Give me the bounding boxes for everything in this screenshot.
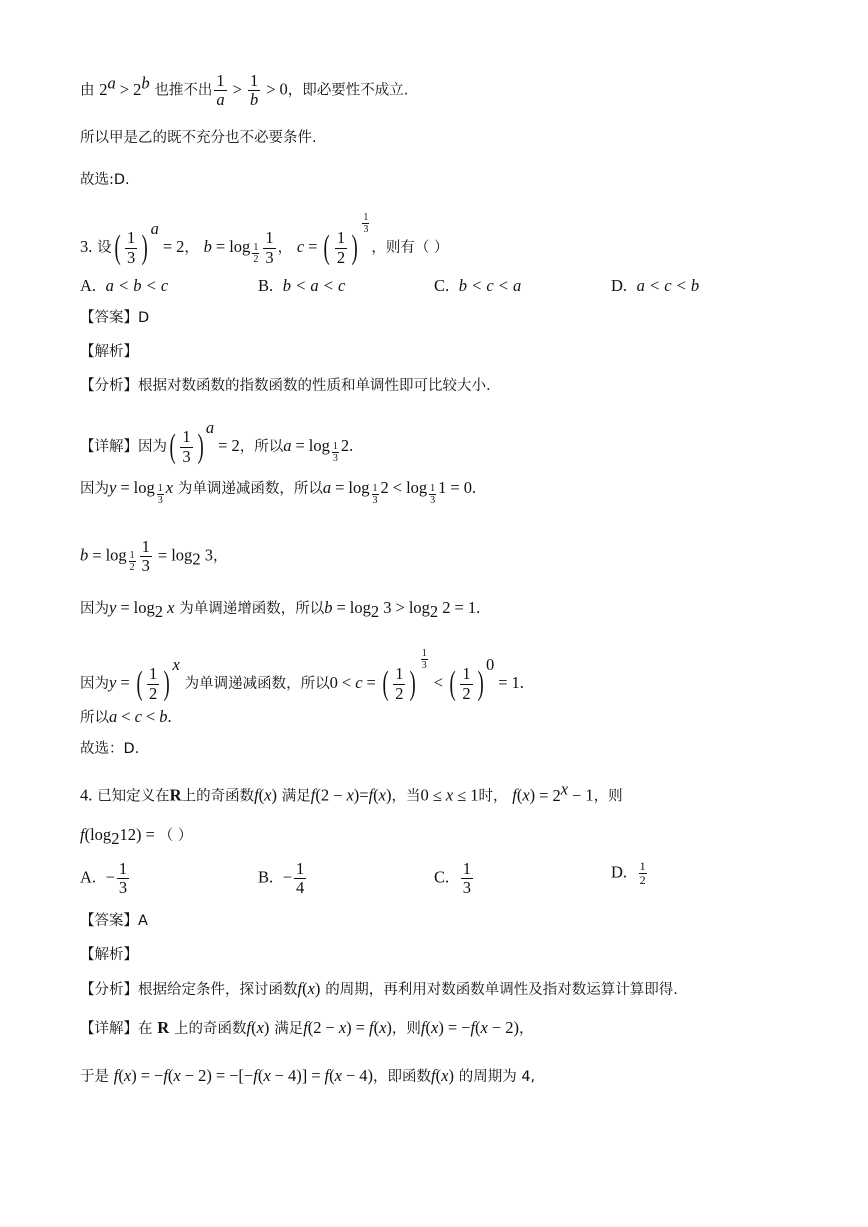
q3-answer: 【答案】D xyxy=(80,310,150,326)
fraction: $\frac{1}{a}$ xyxy=(216,71,225,110)
q3-stem: 3. 设( $\frac{1}{3}$ )$^a$= 2， b = log $_{\frac{1}{2}}$ $\frac{1}{3}$ ， c = ( $\frac{1}{2}$ ) $^{\frac{1}{3}}$ ，则有（ ） xyxy=(80,212,449,267)
option-d: D. a < c < b xyxy=(611,276,700,295)
q4-analysis-head: 【解析】 xyxy=(80,947,138,963)
option-a: A. a < b < c xyxy=(80,276,169,295)
option-a: A. − $\frac{1}{3}$ xyxy=(80,859,128,898)
prev-line-2: 所以甲是乙的既不充分也不必要条件. xyxy=(80,130,317,146)
q3-detail-4: 因为$y = \log_2 x$ 为单调递增函数，所以$b = \log_2 3 > \log_2 2 = 1$. xyxy=(80,598,481,621)
q4-fenxi: 【分析】根据给定条件，探讨函数f(x) 的周期，再利用对数函数单调性及指对数运算计算即得. xyxy=(80,979,678,998)
math-expr: 2$^a$ xyxy=(99,73,116,99)
option-b: B. b < a < c xyxy=(258,276,346,295)
q4-final: 于是 f(x) = −f(x − 2) = −[−f(x − 4)] = f(x − 4)，即函数f(x) 的周期为 4, xyxy=(80,1066,536,1085)
q4-stem-1: 4. 已知定义在R上的奇函数f(x) 满足f(2 − x)=f(x)，当0 ≤ x ≤ 1时， $f(x) = 2^x - 1$，则 xyxy=(80,779,623,805)
option-c: C. $\frac{1}{3}$ xyxy=(434,859,471,898)
prev-line-1: 由 $2^a > 2^b$ 也推不出 $\frac{1}{a}$ > $\frac{1}{b}$ > 0，即必要性不成立. xyxy=(80,71,409,110)
q3-conclusion: 所以a < c < b. xyxy=(80,707,172,726)
prev-line-3: 故选:D. xyxy=(80,172,130,188)
option-c: C. b < c < a xyxy=(434,276,522,295)
q3-analysis-head: 【解析】 xyxy=(80,344,138,360)
q3-detail-5: 因为y = ( $\frac{1}{2}$ )$^x$ 为单调递减函数，所以0 < c = ( $\frac{1}{2}$ ) $^{\frac{1}{3}}$ < ( $\frac{1}{2}$ )$^0$= 1. xyxy=(80,648,524,703)
option-b: B. − $\frac{1}{4}$ xyxy=(258,859,305,898)
q3-fenxi: 【分析】根据对数函数的指数函数的性质和单调性即可比较大小. xyxy=(80,378,491,394)
q3-detail-3: b = log $_{\frac{1}{2}}$ $\frac{1}{3}$ = $\log_2 3$， xyxy=(80,537,228,576)
option-d: D. $\frac{1}{2}$ xyxy=(611,859,646,888)
q4-stem-2: $f(\log_212)$ = （ ） xyxy=(80,825,193,848)
q4-detail-1: 【详解】在 R 上的奇函数f(x) 满足f(2 − x) = f(x)，则f(x) = −f(x − 2)， xyxy=(80,1018,534,1037)
q4-answer: 【答案】A xyxy=(80,913,148,929)
q3-detail-2: 因为y = log $_{\frac{1}{3}}$ x 为单调递减函数，所以a = log $_{\frac{1}{3}}$ 2 < log $_{\frac{1}{3}}$ 1 = 0. xyxy=(80,478,477,506)
q3-choose: 故选：D. xyxy=(80,741,140,757)
q3-detail-1: 【详解】因为( $\frac{1}{3}$ )$^a$= 2，所以a = log $_{\frac{1}{3}}$ 2. xyxy=(80,418,354,466)
